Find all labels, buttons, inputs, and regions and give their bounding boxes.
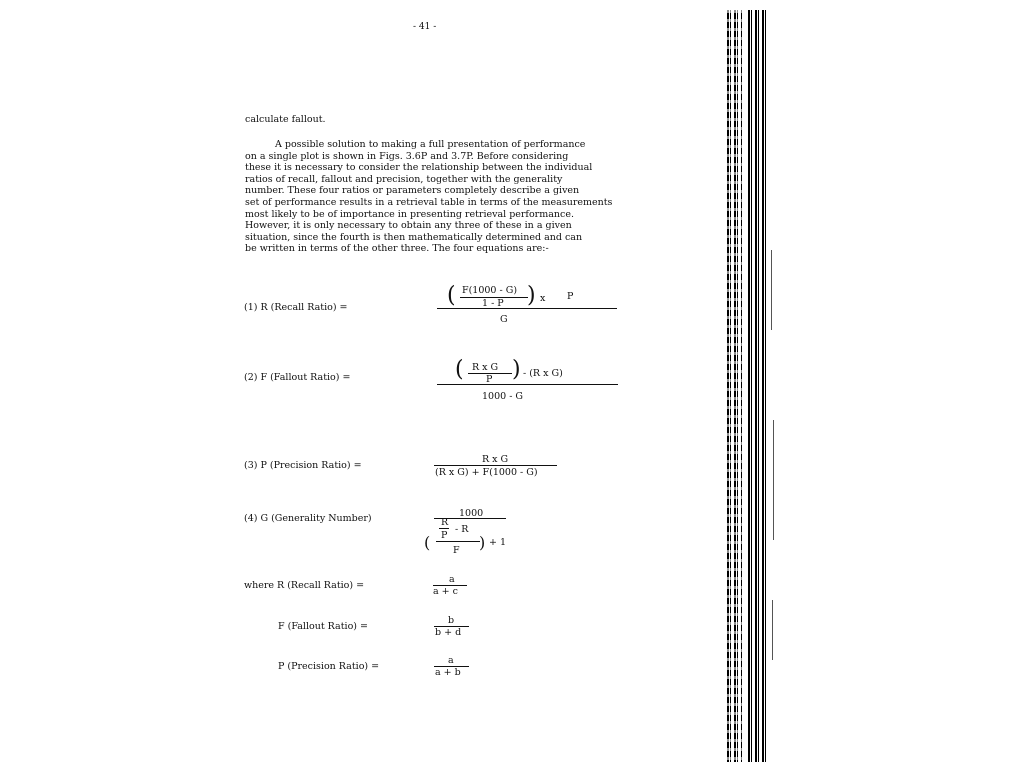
- precision-denominator: a + b: [435, 667, 461, 678]
- paragraph-line: situation, since the fourth is then mathematically determined and can: [245, 231, 583, 243]
- lead-line: calculate fallout.: [245, 114, 326, 125]
- precision-numerator: a: [448, 655, 454, 666]
- equation-4-inner-numerator: R: [441, 517, 449, 528]
- fraction-bar: [436, 541, 480, 542]
- equation-2-inner-numerator: R x G: [472, 362, 499, 373]
- fallout-numerator: b: [448, 615, 455, 626]
- main-fraction-bar: [437, 308, 617, 309]
- fallout-definition-label: F (Fallout Ratio) =: [278, 621, 368, 632]
- equation-4-minus-r: - R: [455, 524, 469, 535]
- main-fraction-bar: [437, 384, 618, 385]
- equation-4-numerator: 1000: [459, 508, 484, 519]
- equation-1-inner-numerator: F(1000 - G): [462, 285, 518, 296]
- equation-2-inner-denominator: P: [486, 374, 493, 385]
- recall-numerator: a: [449, 574, 455, 585]
- equation-1-denominator: G: [500, 314, 508, 325]
- paragraph-line: ratios of recall, fallout and precision, together with the generality: [245, 173, 563, 185]
- equation-4-label: (4) G (Generality Number): [244, 513, 372, 524]
- equation-1-label: (1) R (Recall Ratio) =: [244, 302, 348, 313]
- equation-2-minus-term: - (R x G): [523, 368, 563, 379]
- scan-speck: [771, 250, 772, 330]
- precision-definition-label: P (Precision Ratio) =: [278, 661, 380, 672]
- scan-speck: [773, 420, 774, 540]
- equation-2-label: (2) F (Fallout Ratio) =: [244, 372, 351, 383]
- equation-1-inner-denominator: 1 - P: [482, 298, 504, 309]
- body-paragraph: [245, 139, 670, 255]
- paragraph-line: A possible solution to making a full presentation of performance: [275, 139, 586, 150]
- equation-3-label: (3) P (Precision Ratio) =: [244, 460, 362, 471]
- fallout-denominator: b + d: [435, 627, 462, 638]
- scan-speck: [772, 600, 773, 660]
- paragraph-line: most likely to be of importance in presenting retrieval performance.: [245, 208, 574, 220]
- equation-2-denominator: 1000 - G: [482, 391, 524, 402]
- equation-1-p: P: [567, 291, 574, 302]
- close-paren: ): [479, 533, 486, 552]
- equation-4-outer-denominator: F: [453, 545, 460, 556]
- times-sign: x: [540, 293, 546, 304]
- equation-3-denominator: (R x G) + F(1000 - G): [435, 467, 538, 478]
- paragraph-line: be written in terms of the other three. The four equations are:-: [245, 243, 549, 255]
- page-edge-noise: [727, 10, 743, 762]
- paragraph-line: number. These four ratios or parameters completely describe a given: [245, 185, 580, 197]
- equation-4-plus-one: + 1: [489, 537, 507, 548]
- page-number: - 41 -: [413, 22, 437, 32]
- paragraph-line: on a single plot is shown in Figs. 3.6P and 3.7P. Before considering: [245, 150, 569, 162]
- paragraph-line: set of performance results in a retrieval table in terms of the measurements: [245, 196, 613, 208]
- fraction-bar: [434, 465, 557, 466]
- open-paren: (: [424, 533, 431, 552]
- open-paren: (: [455, 357, 464, 382]
- close-paren: ): [527, 283, 536, 308]
- fraction-bar: [439, 528, 449, 529]
- page-edge-gap: [742, 10, 746, 762]
- paragraph-line: these it is necessary to consider the relationship between the individual: [245, 162, 593, 174]
- paragraph-line: However, it is only necessary to obtain any three of these in a given: [245, 220, 572, 232]
- equation-4-inner-denominator: P: [441, 530, 448, 541]
- recall-definition-label: where R (Recall Ratio) =: [244, 580, 365, 591]
- recall-denominator: a + c: [433, 586, 458, 597]
- equation-3-numerator: R x G: [482, 454, 509, 465]
- open-paren: (: [447, 283, 456, 308]
- close-paren: ): [512, 357, 521, 382]
